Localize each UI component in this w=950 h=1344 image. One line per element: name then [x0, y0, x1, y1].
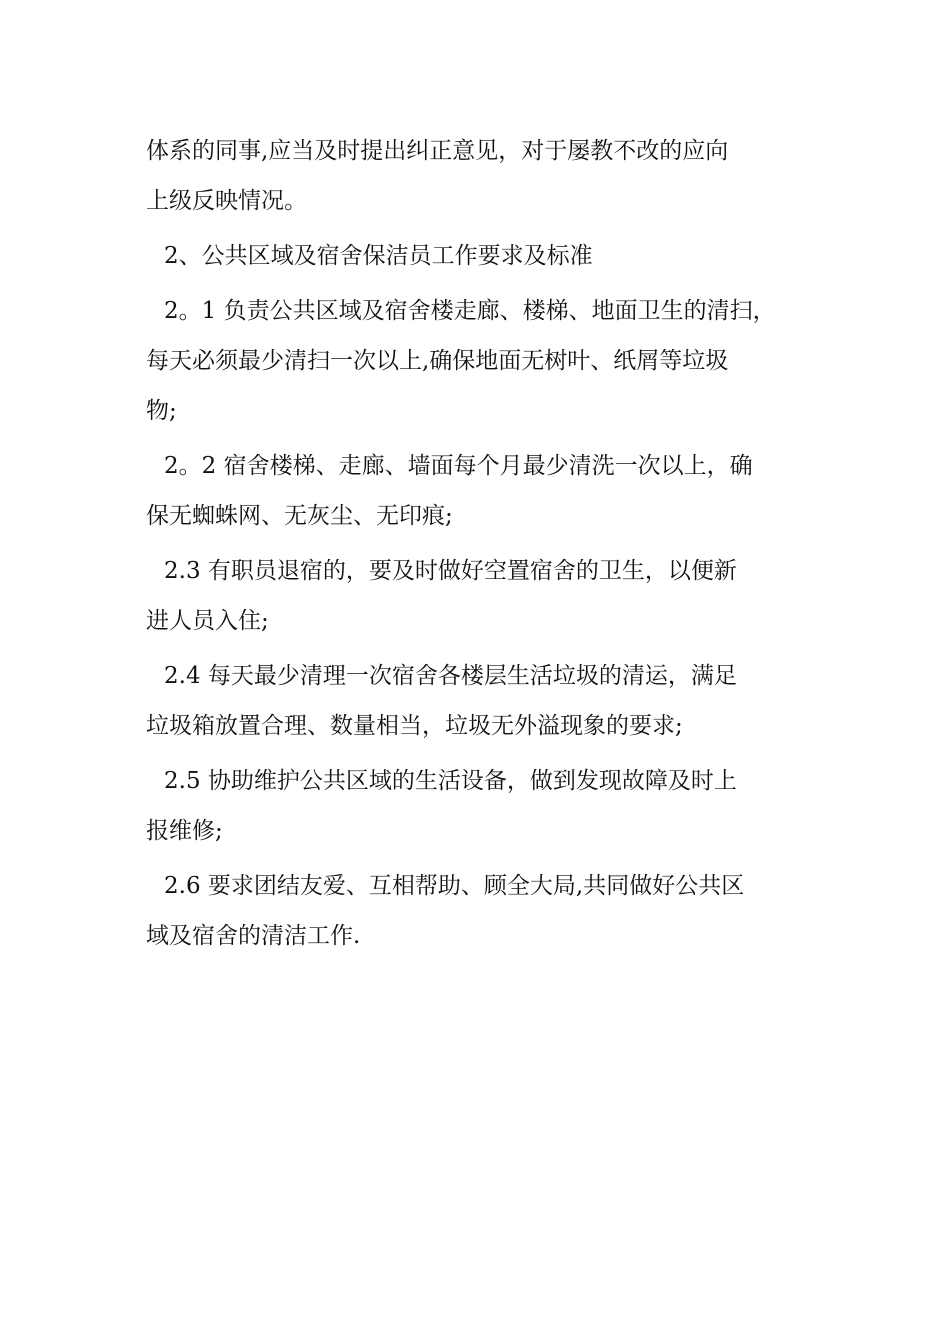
text-line: 2.6 要求团结友爱、互相帮助、顾全大局,共同做好公共区 — [164, 873, 745, 899]
paragraph-intro-continuation — [146, 126, 836, 226]
list-item — [146, 546, 836, 646]
text-line: 进人员入住; — [146, 608, 269, 634]
text-line: 2.3 有职员退宿的，要及时做好空置宿舍的卫生，以便新 — [164, 558, 737, 584]
text-line: 2.5 协助维护公共区域的生活设备，做到发现故障及时上 — [164, 768, 737, 794]
text-line: 每天必须最少清扫一次以上,确保地面无树叶、纸屑等垃圾 — [146, 348, 729, 374]
list-item — [146, 756, 836, 856]
document-body — [146, 126, 836, 961]
text-line: 2。1 负责公共区域及宿舍楼走廊、楼梯、地面卫生的清扫， — [164, 298, 776, 324]
text-line: 报维修; — [146, 818, 223, 844]
text-line: 2.4 每天最少清理一次宿舍各楼层生活垃圾的清运，满足 — [164, 663, 737, 689]
list-item — [146, 651, 836, 751]
text-line: 物; — [146, 398, 177, 424]
list-item — [146, 286, 836, 436]
section-heading-text: 2、公共区域及宿舍保洁员工作要求及标准 — [164, 243, 593, 269]
section-heading — [146, 231, 836, 281]
text-line: 体系的同事,应当及时提出纠正意见，对于屡教不改的应向 — [146, 138, 729, 164]
text-line: 域及宿舍的清洁工作. — [146, 923, 361, 949]
list-item — [146, 861, 836, 961]
list-item — [146, 441, 836, 541]
text-line: 2。2 宿舍楼梯、走廊、墙面每个月最少清洗一次以上，确 — [164, 453, 753, 479]
text-line: 保无蜘蛛网、无灰尘、无印痕; — [146, 503, 453, 529]
text-line: 上级反映情况。 — [146, 188, 307, 214]
text-line: 垃圾箱放置合理、数量相当，垃圾无外溢现象的要求; — [146, 713, 683, 739]
